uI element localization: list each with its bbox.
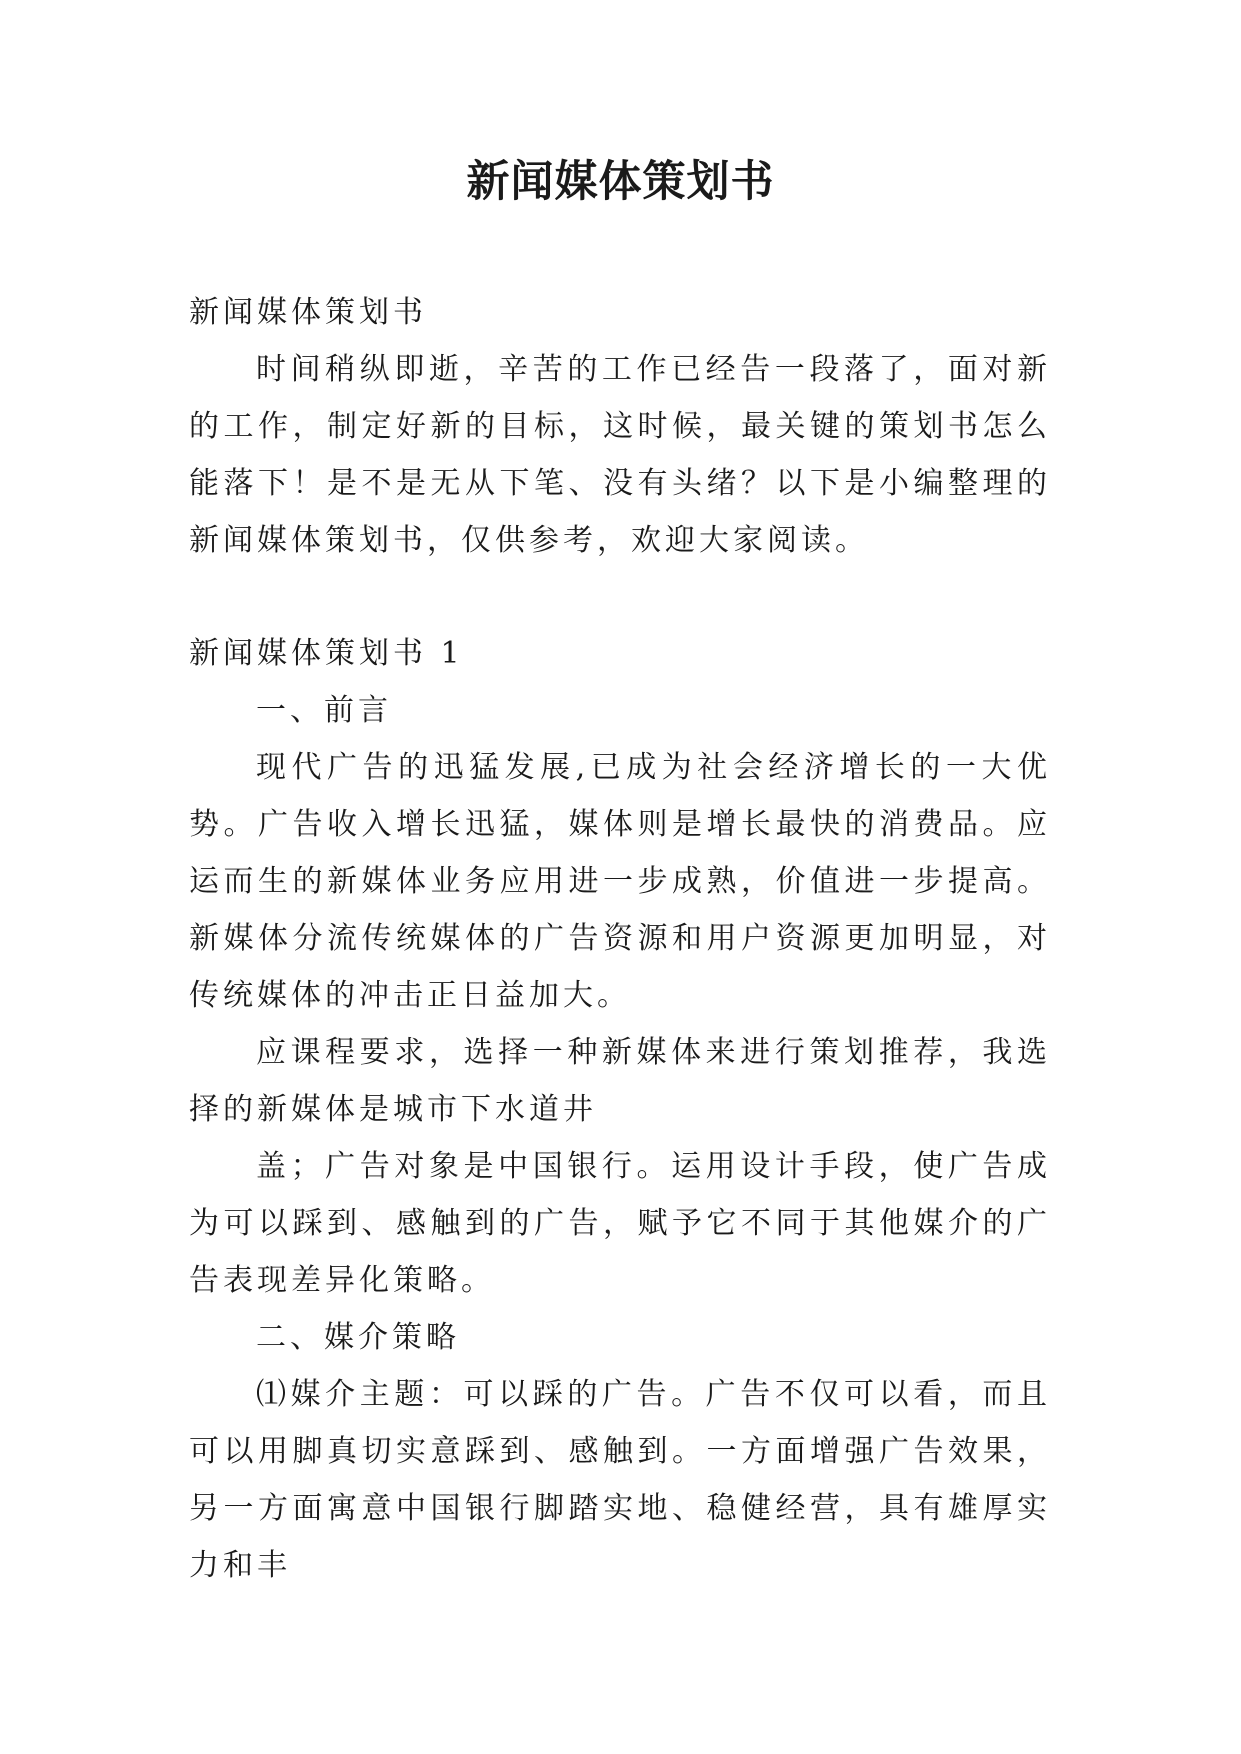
- media-theme-paragraph: ⑴媒介主题：可以踩的广告。广告不仅可以看，而且可以用脚真切实意踩到、感触到。一方面增强广告效果，另一方面寓意中国银行脚踏实地、稳健经营，具有雄厚实力和丰: [189, 1377, 1051, 1583]
- preface-paragraph-1: 现代广告的迅猛发展,已成为社会经济增长的一大优势。广告收入增长迅猛，媒体则是增长最快的消费品。应运而生的新媒体业务应用进一步成熟，价值进一步提高。新媒体分流传统媒体的广告资源和用户资源更加明显，对传统媒体的冲击正日益加大。: [189, 750, 1051, 1013]
- intro-paragraph: 时间稍纵即逝，辛苦的工作已经告一段落了，面对新的工作，制定好新的目标，这时候，最关键的策划书怎么能落下！是不是无从下笔、没有头绪？以下是小编整理的新闻媒体策划书，仅供参考，欢迎大家阅读。: [189, 352, 1051, 558]
- media-strategy-heading: 二、媒介策略: [256, 1320, 460, 1355]
- preface-paragraph-2: 应课程要求，选择一种新媒体来进行策划推荐，我选择的新媒体是城市下水道井: [189, 1035, 1051, 1127]
- document-body: [189, 284, 1051, 1594]
- document-title: 新闻媒体策划书: [466, 157, 775, 207]
- preface-paragraph-3: 盖；广告对象是中国银行。运用设计手段，使广告成为可以踩到、感触到的广告，赋予它不同于其他媒介的广告表现差异化策略。: [189, 1149, 1051, 1298]
- preface-heading: 一、前言: [256, 693, 392, 728]
- document-subtitle: 新闻媒体策划书: [189, 295, 427, 330]
- section-heading: 新闻媒体策划书 1: [189, 636, 464, 671]
